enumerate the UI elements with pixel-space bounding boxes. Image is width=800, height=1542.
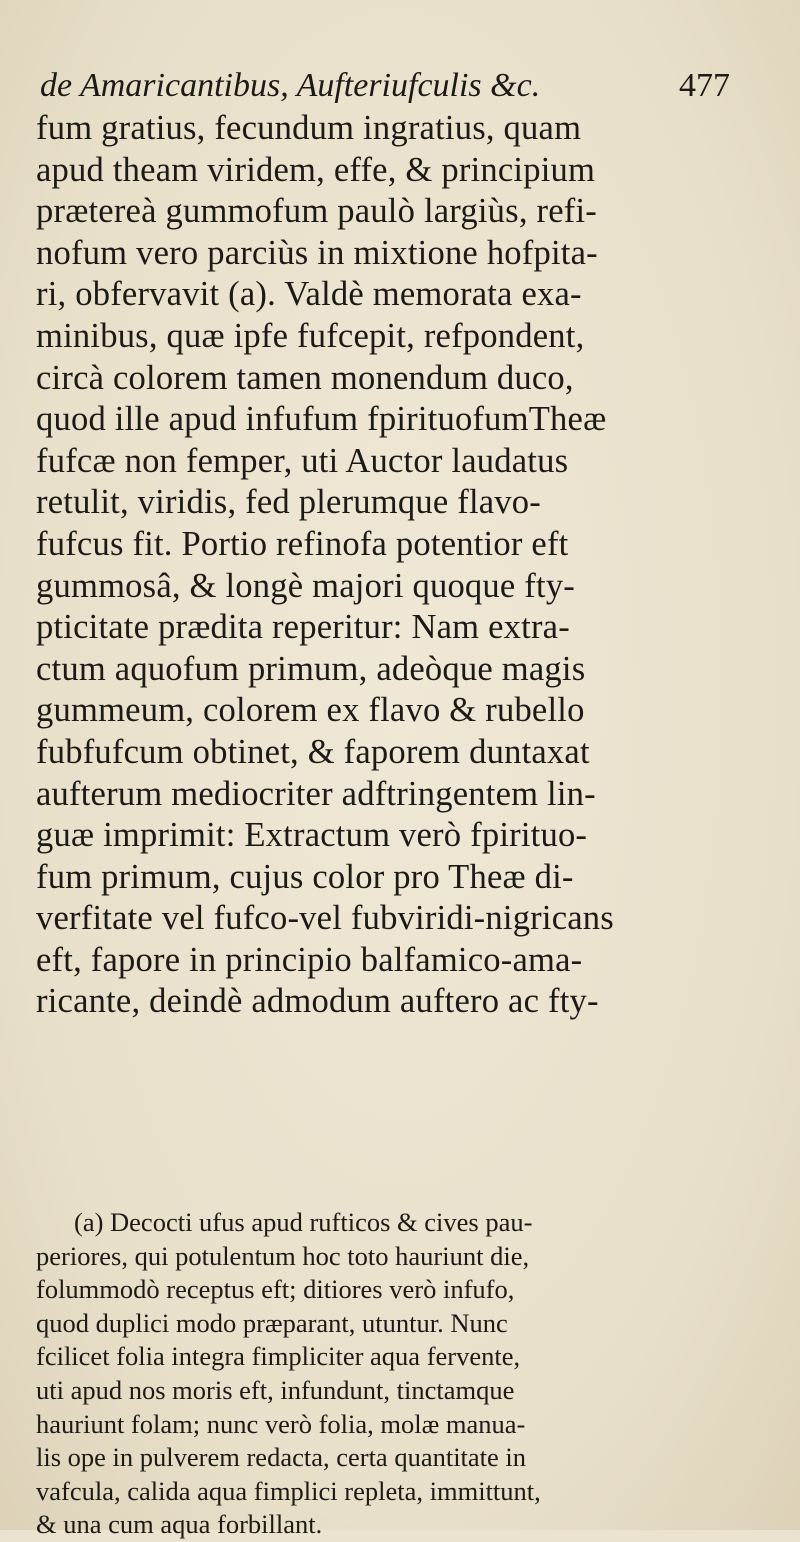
- running-title: de Amaricantibus, Aufteriufculis &c.: [40, 67, 541, 104]
- footnote-line: periores, qui potulentum hoc toto hauriunt die,: [36, 1240, 530, 1271]
- footnote-line: (a) Decocti ufus apud rufticos & cives pau-: [74, 1207, 533, 1237]
- footnote-line: fcilicet folia integra fimpliciter aqua fervente,: [36, 1341, 521, 1372]
- text-line: apud theam viridem, effe, & principium: [36, 150, 596, 189]
- text-line: guæ imprimit: Extractum verò fpirituo-: [36, 816, 588, 855]
- text-line: eft, fapore in principio balfamico-ama-: [36, 940, 583, 979]
- text-line: fubfufcum obtinet, & faporem duntaxat: [36, 732, 590, 771]
- footnote-line: hauriunt folam; nunc verò folia, molæ manua-: [36, 1408, 526, 1439]
- footnote-line: uti apud nos moris eft, infundunt, tinctamque: [36, 1374, 515, 1405]
- text-line: fufcæ non femper, uti Auctor laudatus: [36, 441, 569, 480]
- text-line: ctum aquofum primum, adeòque magis: [36, 649, 586, 688]
- text-line: prætereà gummofum paulò largiùs, refi-: [36, 192, 598, 231]
- footnote-line: vafcula, calida aqua fimplici repleta, immittunt,: [36, 1475, 541, 1506]
- text-line: nofum vero parciùs in mixtione hofpita-: [36, 233, 598, 272]
- text-line: gummeum, colorem ex flavo & rubello: [36, 691, 585, 730]
- text-line: aufterum mediocriter adftringentem lin-: [36, 774, 596, 813]
- page-number: 477: [679, 67, 730, 104]
- footnote-line: lis ope in pulverem redacta, certa quantitate in: [36, 1442, 527, 1473]
- text-line: verfitate vel fufco-vel fubviridi-nigricans: [36, 899, 614, 938]
- text-line: fufcus fit. Portio refinofa potentior eft: [36, 524, 569, 563]
- footnote: [36, 1206, 776, 1542]
- text-line: quod ille apud infufum fpirituofumTheæ: [36, 400, 607, 439]
- text-line: ricante, deindè admodum auftero ac fty-: [36, 982, 599, 1021]
- text-line: ri, obfervavit (a). Valdè memorata exa-: [36, 275, 582, 314]
- footnote-line: quod duplici modo præparant, utuntur. Nunc: [36, 1307, 508, 1338]
- text-line: fum primum, cujus color pro Theæ di-: [36, 857, 574, 896]
- main-text: [36, 108, 776, 1023]
- footnote-line: folummodò receptus eft; ditiores verò infufo,: [36, 1274, 515, 1305]
- text-line: fum gratius, fecundum ingratius, quam: [36, 109, 582, 147]
- text-line: retulit, viridis, fed plerumque flavo-: [36, 483, 541, 522]
- footnote-line: & una cum aqua forbillant.: [36, 1509, 323, 1540]
- text-line: pticitate prædita reperitur: Nam extra-: [36, 608, 570, 647]
- text-line: gummosâ, & longè majori quoque fty-: [36, 566, 576, 605]
- page-header: [40, 64, 760, 108]
- text-line: circà colorem tamen monendum duco,: [36, 358, 574, 397]
- text-line: minibus, quæ ipfe fufcepit, refpondent,: [36, 316, 585, 355]
